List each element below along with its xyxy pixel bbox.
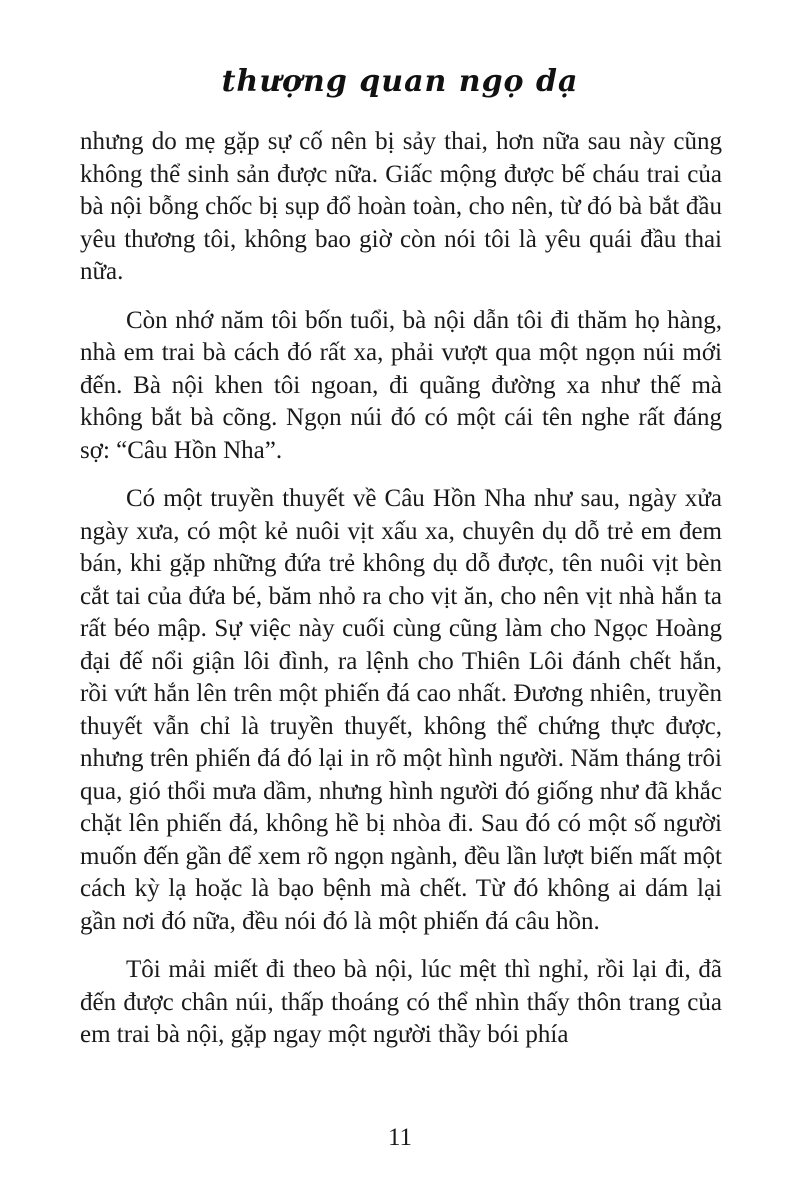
- paragraph-4: Tôi mải miết đi theo bà nội, lúc mệt thì nghỉ, rồi lại đi, đã đến được chân núi, thấp thoáng có thể nhìn thấy thôn trang của em trai bà nội, gặp ngay một người thầy bói phía: [80, 956, 722, 1048]
- paragraph-2: Còn nhớ năm tôi bốn tuổi, bà nội dẫn tôi đi thăm họ hàng, nhà em trai bà cách đó rất xa, phải vượt qua một ngọn núi mới đến. Bà nội khen tôi ngoan, đi quãng đường xa như thế mà không bắt bà cõng. Ngọn núi đó có một cái tên nghe rất đáng sợ: “Câu Hồn Nha”.: [80, 306, 722, 464]
- paragraph-3: Có một truyền thuyết về Câu Hồn Nha như sau, ngày xửa ngày xưa, có một kẻ nuôi vịt xấu xa, chuyên dụ dỗ trẻ em đem bán, khi gặp những đứa trẻ không dụ dỗ được, tên nuôi vịt bèn cắt tai của đứa bé, băm nhỏ ra cho vịt ăn, cho nên vịt nhà hắn ta rất béo mập. Sự việc này cuối cùng cũng làm cho Ngọc Hoàng đại đế nổi giận lôi đình, ra lệnh cho Thiên Lôi đánh chết hắn, rồi vứt hắn lên trên một phiến đá cao nhất. Đương nhiên, truyền thuyết vẫn chỉ là truyền thuyết, không thể chứng thực được, nhưng trên phiến đá đó lại in rõ một hình người. Năm tháng trôi qua, gió thổi mưa dầm, nhưng hình người đó giống như đã khắc chặt lên phiến đá, không hề bị nhòa đi. Sau đó có một số người muốn đến gần để xem rõ ngọn ngành, đều lần lượt biến mất một cách kỳ lạ hoặc là bạo bệnh mà chết. Từ đó không ai dám lại gần nơi đó nữa, đều nói đó là một phiến đá câu hồn.: [80, 485, 722, 935]
- body-text: [80, 126, 722, 1068]
- running-title: thượng quan ngọ dạ: [221, 64, 579, 99]
- page-number: 11: [387, 1124, 413, 1151]
- paragraph-1: nhưng do mẹ gặp sự cố nên bị sảy thai, hơn nữa sau này cũng không thể sinh sản được nữa. Giấc mộng được bế cháu trai của bà nội bỗng chốc bị sụp đổ hoàn toàn, cho nên, từ đó bà bắt đầu yêu thương tôi, không bao giờ còn nói tôi là yêu quái đầu thai nữa.: [80, 128, 722, 285]
